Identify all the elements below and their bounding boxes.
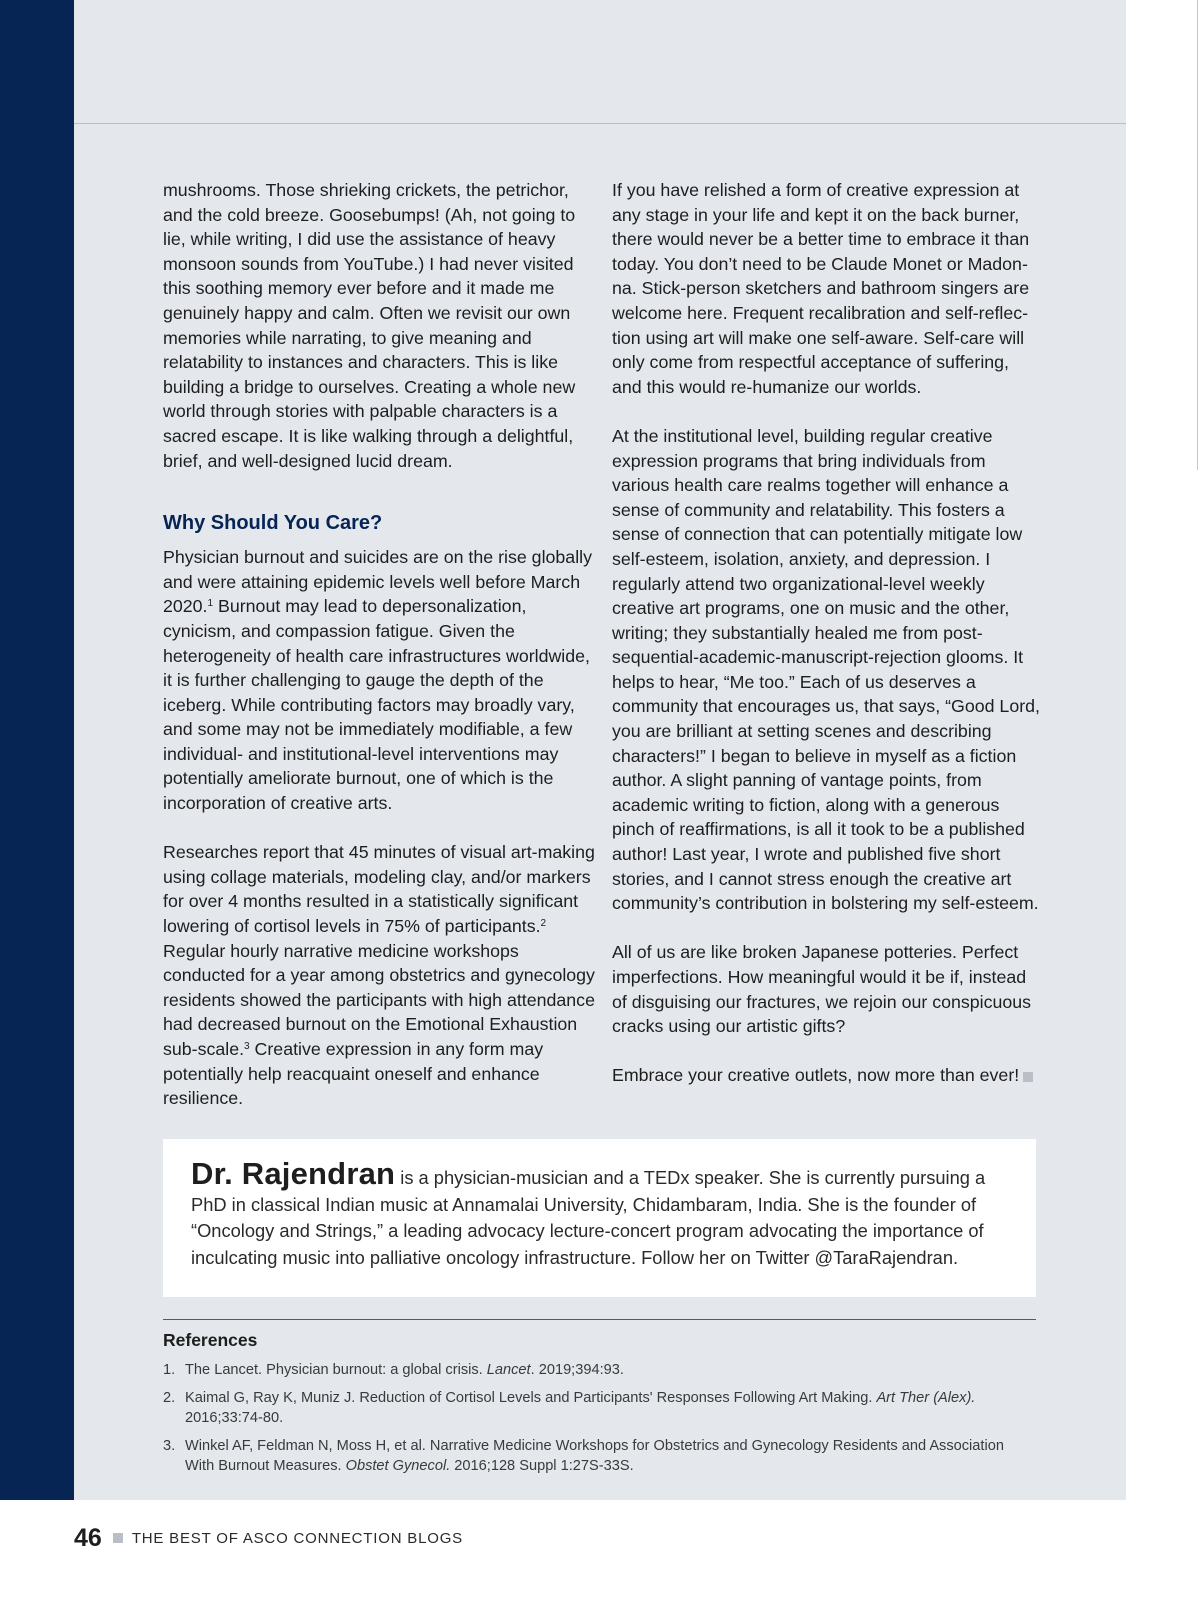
author-bio [191, 1156, 1021, 1271]
reference-number: 2. [163, 1389, 176, 1406]
left-text-column [163, 178, 595, 1111]
body-text: Regular hourly narrative medicine workshops conducted for a year among obstetrics and gynecology residents showed the participants with high attendance had decreased burnout on the Emotional Exhaustion sub-scale. [163, 940, 595, 1059]
author-name: Dr. Rajendran [191, 1156, 396, 1191]
citation-superscript: 2 [540, 918, 547, 930]
page-footer [74, 1522, 463, 1554]
reference-text: Winkel AF, Feldman N, Moss H, et al. Narrative Medicine Workshops for Obstetrics and Gynecology Residents and Association With Burnout Measures. [185, 1437, 1004, 1475]
publication-title: THE BEST OF ASCO CONNECTION BLOGS [131, 1529, 463, 1547]
references-title: References [163, 1330, 258, 1350]
body-paragraph: All of us are like broken Japanese potteries. Perfect imperfections. How meaningful would it be if, instead of disguising our fractures, we rejoin our conspicuous cracks using our artistic gifts? [612, 942, 1032, 1037]
header-divider [74, 123, 1126, 124]
reference-number: 1. [163, 1362, 176, 1378]
citation-superscript: 1 [207, 598, 214, 610]
footer-square-icon [113, 1533, 123, 1543]
reference-journal: Obstet Gynecol. [345, 1458, 451, 1475]
right-text-column [612, 178, 1042, 1088]
reference-item [163, 1436, 1036, 1477]
reference-item [163, 1388, 1036, 1429]
body-paragraph: mushrooms. Those shrieking crickets, the petrichor, and the cold breeze. Goosebumps! (Ah, not going to lie, while writing, I did use the assistance of heavy monsoon sounds from YouTube.) I had never visited this soothing memory ever before and it made me genuinely happy and calm. Often we revisit our own memories while narrating, to give meaning and relatability to instances and characters. This is like building a bridge to ourselves. Creating a whole new world through stories with palpable characters is a sacred escape. It is like walking through a delightful, brief, and well-designed lucid dream. [163, 180, 576, 471]
body-text: Physician burnout and suicides are on the rise globally and were attaining epidemic levels well before March 2020. [163, 547, 592, 617]
section-heading: Why Should You Care? [163, 512, 383, 535]
author-bio-box [163, 1139, 1036, 1297]
body-paragraph [163, 840, 595, 1111]
body-text: Embrace your creative outlets, now more than ever! [612, 1065, 1020, 1086]
citation-superscript: 3 [244, 1041, 250, 1052]
reference-number: 3. [163, 1437, 176, 1454]
reference-text: . 2019;394:93. [530, 1362, 624, 1378]
reference-journal: Art Ther (Alex). [876, 1389, 976, 1406]
body-paragraph: If you have relished a form of creative expression at any stage in your life and kept it on the back burner, there would never be a better time to embrace it than today. You don’t need to be Claude Monet or Madonna. Stick-person sketchers and bathroom singers are welcome here. Frequent recalibration and self-reflection using art will make one self-aware. Self-care will only come from respectful acceptance of suffering, and this would re-humanize our worlds. [612, 180, 1030, 397]
references-divider [163, 1319, 1036, 1320]
body-text: Burnout may lead to depersonalization, cynicism, and compassion fatigue. Given the heterogeneity of health care infrastructures worldwide, it is further challenging to gauge the depth of the iceberg. While contributing factors may broadly vary, and some may not be immediately modifiable, a few individual- and institutional-level interventions may potentially ameliorate burnout, one of which is the incorporation of creative arts. [163, 596, 590, 814]
body-text: Researches report that 45 minutes of visual art-making using collage materials, modeling clay, and/or markers for over 4 months resulted in a statistically significant lowering of cortisol levels in 75% of participants. [163, 842, 595, 937]
references-list [163, 1360, 1036, 1484]
end-of-article-square-icon [1023, 1072, 1033, 1082]
reference-text: 2016;128 Suppl 1:27S-33S. [450, 1458, 634, 1475]
reference-item [163, 1360, 1036, 1381]
closing-paragraph [612, 1063, 1042, 1088]
reference-text: The Lancet. Physician burnout: a global crisis. [185, 1362, 487, 1378]
reference-text: 2016;33:74-80. [185, 1410, 284, 1427]
page-number: 46 [74, 1523, 102, 1552]
reference-journal: Lancet [486, 1362, 531, 1378]
body-paragraph: At the institutional level, building regular creative expression programs that bring individuals from various health care realms together will enhance a sense of community and relatability. This fosters a sense of connection that can potentially mitigate low self-esteem, isolation, anxiety, and depression. I regularly attend two organizational-level weekly creative art programs, one on music and the other, writing; they substantially healed me from post-sequential-academic-manuscript-rejection glooms. It helps to hear, “Me too.” Each of us deserves a community that encourages us, that says, “Good Lord, you are brilliant at setting scenes and describing characters!” I began to believe in myself as a fiction author. A slight panning of vantage points, from academic writing to fiction, along with a generous pinch of reaffirmations, is all it took to be a published author! Last year, I wrote and published five short stories, and I cannot stress enough the creative art community’s contribution in bolstering my self-esteem. [612, 425, 1040, 914]
page-edge-line [1197, 0, 1198, 470]
author-bio-text: is a physician-musician and a TEDx speaker. She is currently pursuing a PhD in classical Indian music at Annamalai University, Chidambaram, India. She is the founder of “Oncology and Strings,” a leading advocacy lecture-concert program advocating the importance of inculcating music into palliative oncology infrastructure. Follow her on Twitter @TaraRajendran. [191, 1167, 986, 1268]
left-accent-bar [0, 0, 74, 1500]
body-text: Creative expression in any form may potentially help reacquaint oneself and enhance resilience. [163, 1039, 544, 1109]
reference-text: Kaimal G, Ray K, Muniz J. Reduction of Cortisol Levels and Participants' Responses Following Art Making. [185, 1389, 877, 1406]
body-paragraph [163, 545, 595, 816]
